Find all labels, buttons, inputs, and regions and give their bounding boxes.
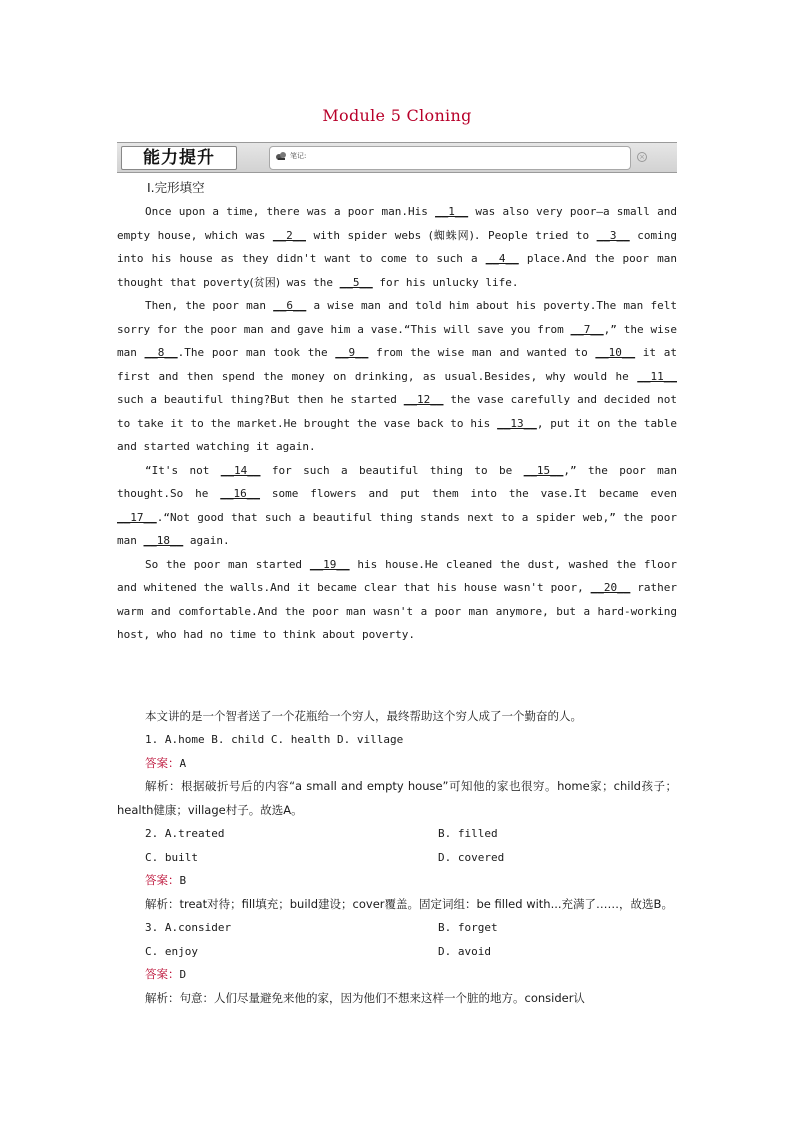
blank-5[interactable]: __5__ [339, 275, 373, 289]
question-2-row-1 [117, 822, 677, 846]
question-3-row-1 [117, 916, 677, 940]
passage-paragraph-1: Once upon a time, there was a poor man.His __1__ was also very poor—a small and empty house, which was __2__ with spider webs (蜘蛛网). People tried to __3__ coming into his house as they didn't want to come to such a __4__ place.And the poor man thought that poverty(贫困) was the __5__ for his unlucky life. [117, 205, 677, 289]
close-icon[interactable]: × [637, 152, 647, 162]
blank-7[interactable]: __7__ [570, 322, 604, 336]
option-3b: B. forget [438, 921, 498, 934]
notes-label: 笔记: [290, 152, 307, 160]
passage-paragraph-3: “It's not __14__ for such a beautiful thing to be __15__,” the poor man thought.So he __16__ some flowers and put them into the vase.It became even __17__.“Not good that such a beautiful thing stands next to a spider web,” the poor man __18__ again. [117, 463, 677, 547]
blank-3[interactable]: __3__ [596, 228, 630, 242]
notes-field[interactable] [269, 146, 631, 170]
blank-11[interactable]: __11__ [637, 369, 677, 383]
option-2a: 2. A.treated [145, 827, 225, 840]
blank-12[interactable]: __12__ [403, 393, 444, 406]
blank-20[interactable]: __20__ [590, 581, 631, 594]
passage-paragraph-4: So the poor man started __19__ his house.He cleaned the dust, washed the floor and whitened the walls.And it became clear that his house wasn't poor, __20__ rather warm and comfortable.And the poor man wasn't a poor man anymore, but a hard-working host, who had no time to think about poverty. [117, 557, 678, 641]
answer-2: 答案：B [145, 873, 187, 887]
section-heading: Ⅰ.完形填空 [147, 180, 205, 195]
answer-1: 答案：A [145, 755, 187, 770]
blank-4[interactable]: __4__ [485, 252, 519, 265]
passage-paragraph-2: Then, the poor man __6__ a wise man and told him about his poverty.The man felt sorry for the poor man and gave him a vase.“This will save you from __7__,” the wise man __8__.The poor man took the __9__ from the wise man and wanted to __10__ it at first and then spend the money on drinking, as usual.Besides, why would he __11__ such a beautiful thing?But then he started __12__ the vase carefully and decided not to take it to the market.He brought the vase back to his __13__, put it on the table and started watching it again. [117, 299, 677, 453]
option-3c: C. enjoy [145, 944, 198, 958]
summary-text: 本文讲的是一个智者送了一个花瓶给一个穷人，最终帮助这个穷人成了一个勤奋的人。 [145, 708, 582, 723]
content [117, 178, 677, 1010]
blank-15[interactable]: __15__ [523, 463, 564, 477]
blank-10[interactable]: __10__ [595, 346, 636, 359]
page-title: Module 5 Cloning [322, 106, 472, 125]
question-1-options: 1. A.home B. child C. health D. village [145, 733, 404, 746]
question-3-row-2 [117, 940, 677, 964]
explanation-2: 解析：treat对待；fill填充；build建设；cover覆盖。固定词组：be filled with...充满了……，故选B。 [145, 896, 673, 911]
blank-6[interactable]: __6__ [273, 299, 307, 312]
blank-8[interactable]: __8__ [144, 346, 178, 359]
option-2c: C. built [145, 850, 198, 864]
option-2d: D. covered [438, 850, 505, 864]
blank-9[interactable]: __9__ [335, 346, 369, 359]
explanation-3: 解析：句意：人们尽量避免来他的家，因为他们不想来这样一个脏的地方。consider认 [145, 990, 585, 1005]
blank-14[interactable]: __14__ [220, 463, 261, 477]
blank-13[interactable]: __13__ [497, 416, 537, 430]
option-3a: 3. A.consider [145, 921, 232, 934]
answer-3: 答案：D [145, 967, 187, 981]
blank-16[interactable]: __16__ [220, 487, 261, 500]
blank-18[interactable]: __18__ [143, 534, 184, 547]
blank-19[interactable]: __19__ [309, 557, 350, 571]
notes-icon [275, 150, 287, 162]
blank-2[interactable]: __2__ [272, 228, 306, 242]
option-2b: B. filled [438, 827, 498, 840]
blank-1[interactable]: __1__ [435, 205, 469, 218]
explanation-1: 解析：根据破折号后的内容“a small and empty house”可知他的家也很穷。home家；child孩子；health健康；village村子。故选A。 [117, 779, 677, 817]
option-3d: D. avoid [438, 944, 491, 958]
question-2-row-2 [117, 846, 677, 870]
banner-tag: 能力提升 [121, 146, 237, 170]
section-banner [117, 142, 677, 173]
blank-17[interactable]: __17__ [117, 510, 157, 524]
